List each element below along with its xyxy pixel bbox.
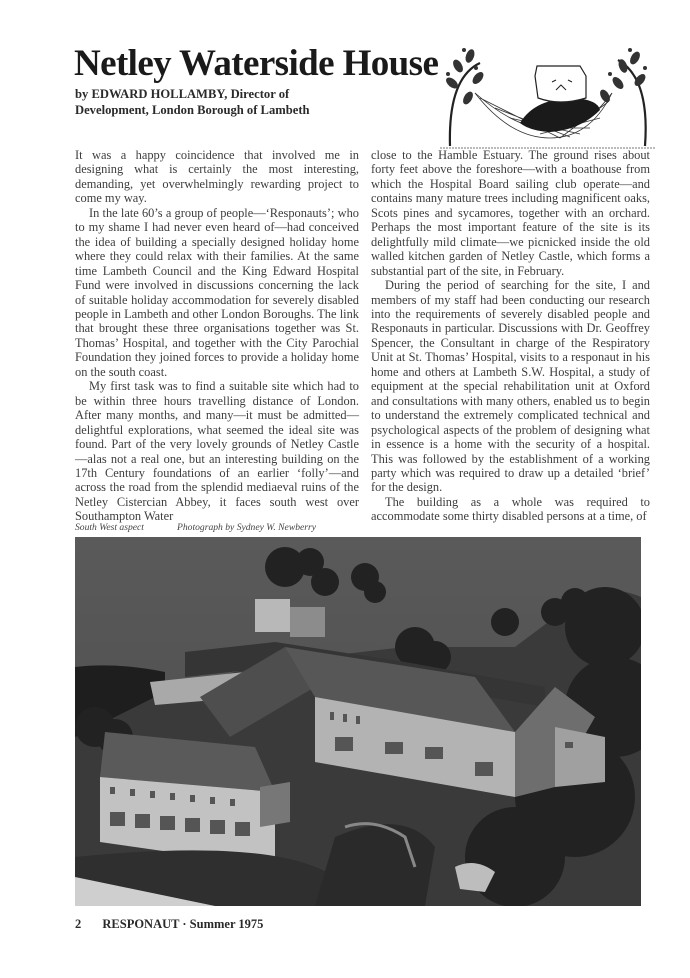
hammock-illustration-icon xyxy=(440,38,655,150)
publication-info: RESPONAUT · Summer 1975 xyxy=(102,917,264,931)
page-number: 2 xyxy=(75,917,82,931)
article-title: Netley Waterside House xyxy=(74,43,439,84)
byline-line-2: Development, London Borough of Lambeth xyxy=(75,102,310,117)
paragraph: The building as a whole was required to accommodate some thirty disabled persons at a time, of xyxy=(371,494,650,524)
byline xyxy=(75,87,415,118)
paragraph: During the period of searching for the site, I and members of my staff had been conducting our research into the requirements of severely disabled people and Responauts in particular. Discussions with Dr. Geoffrey Spencer, the Consultant in charge of the Respiratory Unit at St. Thomas’ Hospital, visits to a responaut in his home and others at Lambeth S.W. Hospital, a study of equipment at the special rehabilitation unit at Oxford and consultations with many others, enabled us to begin to understand the extremely complicated technical and psychological aspects of the problem of designing what in essence is a home with the security of a hospital. This was followed by the establishment of a working party which was required to draw up a detailed ‘brief’ for the design. xyxy=(371,278,650,495)
paragraph: close to the Hamble Estuary. The ground rises about forty feet above the foreshore—with a boathouse from which the Hospital Board sailing club operate—and contains many mature trees including magnificent oaks, Scots pines and sycamores, together with an orchard. Perhaps the most important feature of the site is its delightfully mild climate—we picnicked inside the old walled kitchen garden of Netley Castle, which forms a substantial part of the site, in February. xyxy=(371,148,650,278)
paragraph: In the late 60’s a group of people—‘Responauts’; who to my shame I had never even heard of—had conceived the idea of building a specially designed holiday home where they could relax with their families. At the same time Lambeth Council and the King Edward Hospital Fund were involved in discussions concerning the lack of suitable holiday accommodation for severely disabled people in Lambeth and other London Boroughs. The link that brought these three organisations together was St. Thomas’ Hospital, and together with the City Parochial Foundation they joined forces to provide a holiday home on the south coast. xyxy=(75,205,359,379)
photo-caption: South West aspect xyxy=(75,522,144,533)
paragraph: My first task was to find a suitable site which had to be within three hours travelling distance of London. After many months, and many—it must be admitted—delightful explorations, what seemed the ideal site was found. Part of the very lovely grounds of Netley Castle—alas not a real one, but an interesting building on the 17th Century foundations of an earlier ‘folly’—and across the road from the splendid mediaeval ruins of the Netley Cistercian Abbey, it faces south west over Southampton Water xyxy=(75,379,359,524)
photo-credit: Photograph by Sydney W. Newberry xyxy=(177,522,316,533)
page-footer xyxy=(75,917,263,932)
byline-line-1: by EDWARD HOLLAMBY, Director of xyxy=(75,87,290,101)
paragraph: It was a happy coincidence that involved me in designing what is certainly the most interesting, demanding, yet overwhelmingly rewarding project to come my way. xyxy=(75,148,359,206)
article-column-1 xyxy=(75,148,359,524)
article-column-2 xyxy=(371,148,650,524)
building-model-photo xyxy=(75,537,641,906)
